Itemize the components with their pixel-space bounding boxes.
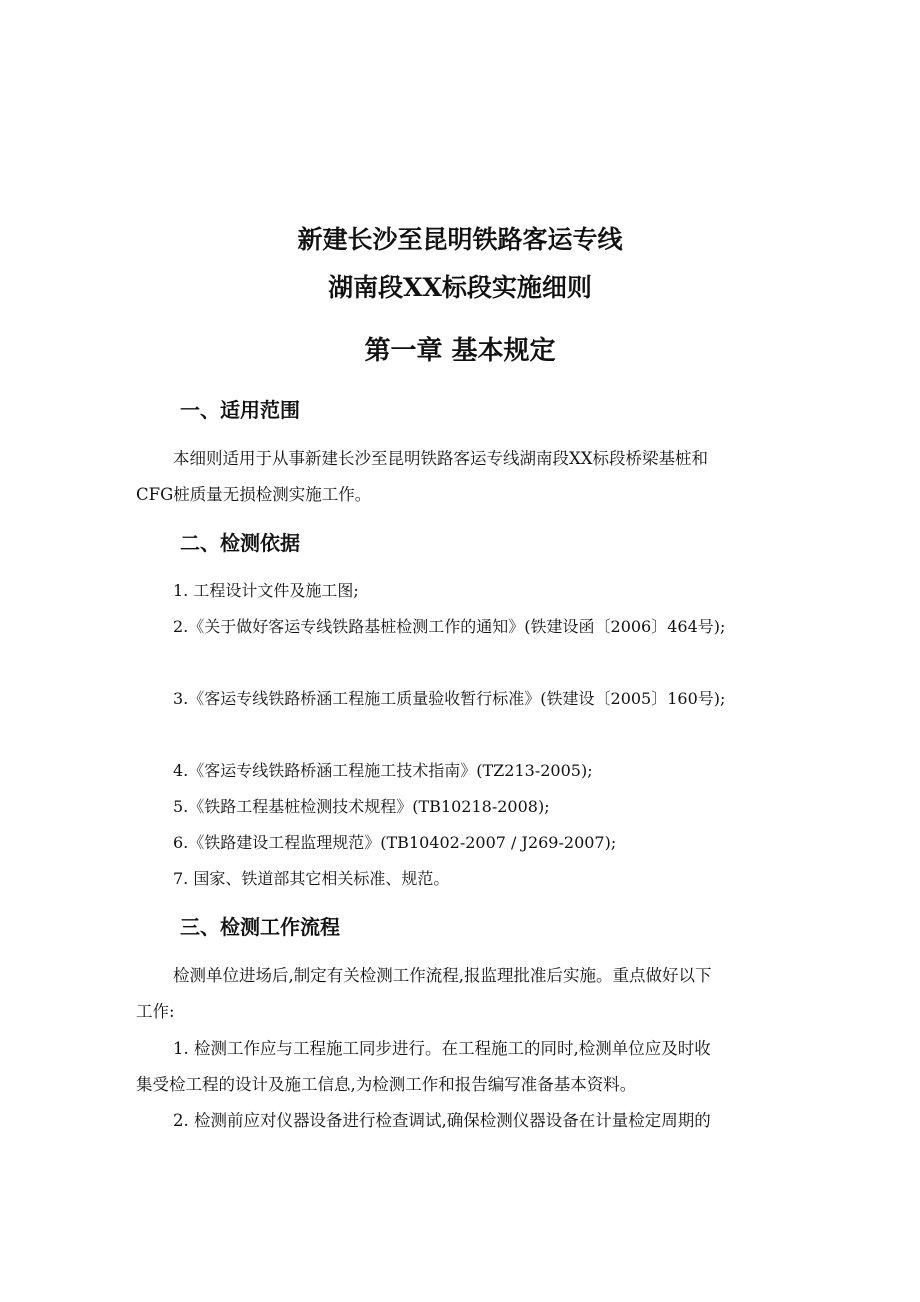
section-heading-workflow: 三、检测工作流程 xyxy=(180,915,340,939)
document-title-line1: 新建长沙至昆明铁路客运专线 xyxy=(297,225,623,254)
basis-list-item: 5.《铁路工程基桩检测技术规程》(TB10218-2008); xyxy=(173,797,550,816)
workflow-point1-line1: 1. 检测工作应与工程施工同步进行。在工程施工的同时,检测单位应及时收 xyxy=(173,1039,711,1058)
basis-list-item: 6.《铁路建设工程监理规范》(TB10402-2007 / J269-2007); xyxy=(173,833,617,852)
basis-list-item: 2.《关于做好客运专线铁路基桩检测工作的通知》(铁建设函〔2006〕464号); xyxy=(173,617,726,636)
workflow-intro-line1: 检测单位进场后,制定有关检测工作流程,报监理批准后实施。重点做好以下 xyxy=(173,966,712,985)
basis-list-item: 1. 工程设计文件及施工图; xyxy=(173,581,359,600)
basis-list-item: 3.《客运专线铁路桥涵工程施工质量验收暂行标准》(铁建设〔2005〕160号); xyxy=(173,689,726,708)
scope-paragraph-line2: CFG桩质量无损检测实施工作。 xyxy=(136,485,372,504)
workflow-intro-line2: 工作: xyxy=(136,1002,175,1021)
document-title-line2: 湖南段XX标段实施细则 xyxy=(328,273,592,302)
section-heading-basis: 二、检测依据 xyxy=(180,531,300,555)
basis-list-item: 7. 国家、铁道部其它相关标准、规范。 xyxy=(173,869,450,888)
scope-paragraph-line1: 本细则适用于从事新建长沙至昆明铁路客运专线湖南段XX标段桥梁基桩和 xyxy=(173,449,708,468)
workflow-point2-line1: 2. 检测前应对仪器设备进行检查调试,确保检测仪器设备在计量检定周期的 xyxy=(173,1111,711,1130)
basis-list-item: 4.《客运专线铁路桥涵工程施工技术指南》(TZ213-2005); xyxy=(173,761,593,780)
workflow-point1-line2: 集受检工程的设计及施工信息,为检测工作和报告编写准备基本资料。 xyxy=(136,1075,637,1094)
chapter-title: 第一章 基本规定 xyxy=(364,336,556,366)
section-heading-scope: 一、适用范围 xyxy=(180,398,300,422)
